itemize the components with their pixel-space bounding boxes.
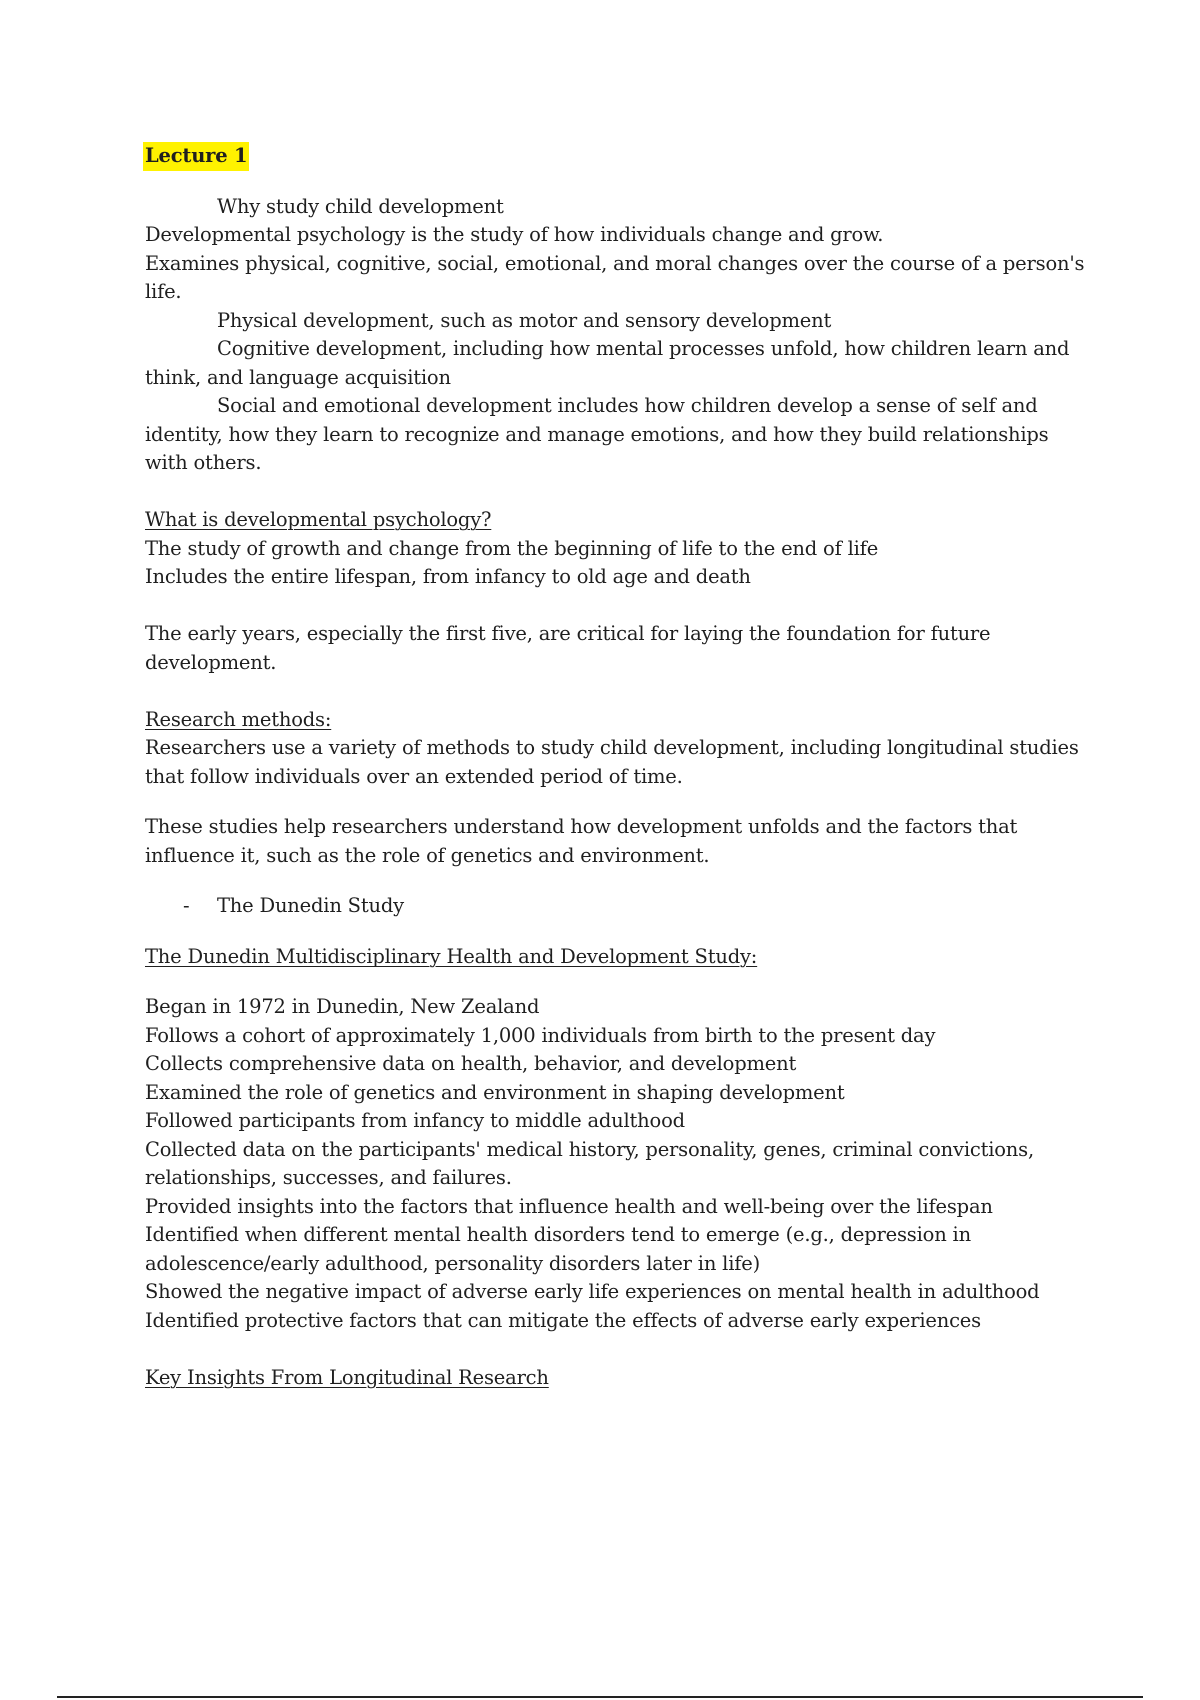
bullet-item: [145, 892, 1095, 921]
research-paragraph: These studies help researchers understand how development unfolds and the factors that influence it, such as the role of genetics and environment.: [145, 815, 1018, 867]
key-insights-heading: Key Insights From Longitudinal Research: [145, 1365, 549, 1389]
bullet-dash: -: [183, 894, 190, 917]
footer-divider: [57, 1696, 1143, 1698]
dev-type-physical: Physical development, such as motor and sensory development: [217, 308, 832, 332]
research-paragraph: Researchers use a variety of methods to study child development, including longitudinal studies that follow individuals over an extended period of time.: [145, 736, 1079, 788]
dunedin-line: Followed participants from infancy to middle adulthood: [145, 1109, 685, 1132]
intro-line: Examines physical, cognitive, social, emotional, and moral changes over the course of a person's life.: [145, 251, 1085, 303]
document-body: [145, 142, 1095, 1392]
dunedin-line: Identified protective factors that can mitigate the effects of adverse early experiences: [145, 1308, 981, 1332]
lecture-heading: [145, 142, 1095, 171]
dunedin-line: Began in 1972 in Dunedin, New Zealand: [145, 995, 540, 1018]
dev-type-cognitive: Cognitive development, including how mental processes unfold, how children learn and think, and language acquisition: [145, 337, 1070, 389]
dunedin-line: Collects comprehensive data on health, behavior, and development: [145, 1052, 797, 1075]
bullet-text: The Dunedin Study: [217, 894, 404, 917]
why-study-title: Why study child development: [217, 194, 504, 218]
what-is-line: The study of growth and change from the beginning of life to the end of life: [145, 536, 879, 560]
dunedin-line: Collected data on the participants' medical history, personality, genes, criminal convictions, relationships, successes, and failures.: [145, 1137, 1034, 1189]
dunedin-line: Follows a cohort of approximately 1,000 individuals from birth to the present day: [145, 1023, 936, 1047]
dunedin-line: Identified when different mental health disorders tend to emerge (e.g., depression in adolescence/early adulthood, personality disorders later in life): [145, 1223, 971, 1275]
research-methods-heading: Research methods:: [145, 707, 332, 731]
dunedin-line: Examined the role of genetics and environment in shaping development: [145, 1080, 845, 1104]
early-years-paragraph: The early years, especially the first five, are critical for laying the foundation for future development.: [145, 622, 991, 674]
dev-type-social-emotional: Social and emotional development includes how children develop a sense of self and identity, how they learn to recognize and manage emotions, and how they build relationships with others.: [145, 394, 1049, 474]
dunedin-line: Showed the negative impact of adverse early life experiences on mental health in adulthood: [145, 1280, 1040, 1303]
dunedin-line: Provided insights into the factors that influence health and well-being over the lifespan: [145, 1194, 993, 1218]
intro-line: Developmental psychology is the study of how individuals change and grow.: [145, 223, 884, 246]
dunedin-heading: The Dunedin Multidisciplinary Health and Development Study:: [145, 944, 758, 968]
what-is-line: Includes the entire lifespan, from infancy to old age and death: [145, 565, 751, 588]
highlighted-heading: Lecture 1: [143, 142, 249, 171]
what-is-heading: What is developmental psychology?: [145, 508, 492, 531]
